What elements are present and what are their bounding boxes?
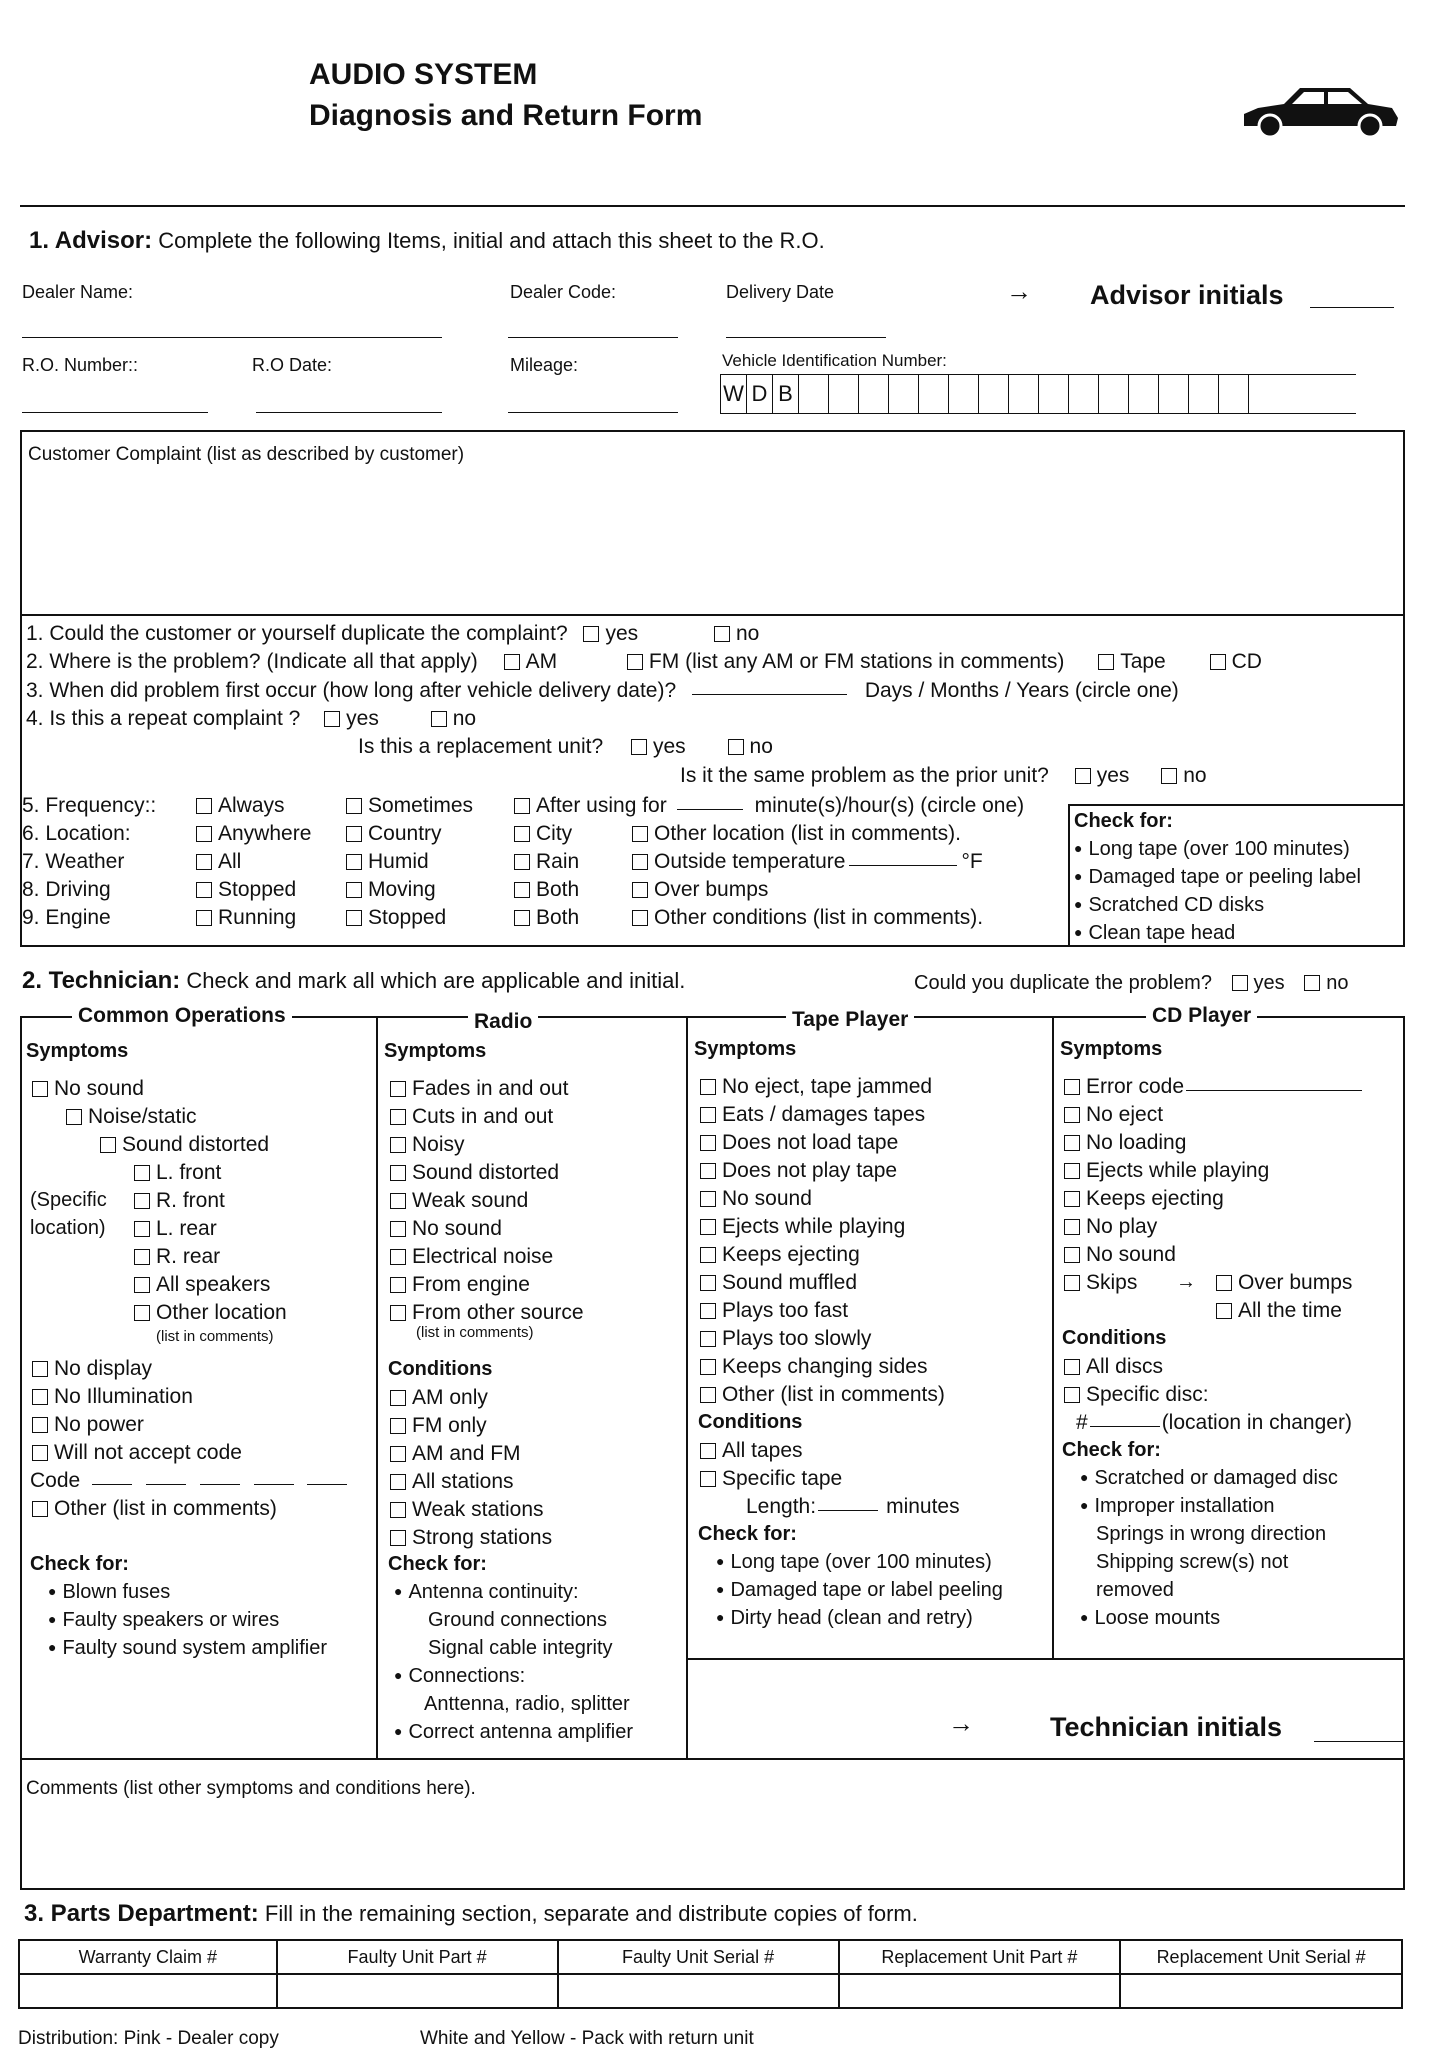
technician-initials-field[interactable] — [1314, 1741, 1404, 1742]
check-item: ● Antenna continuity: — [394, 1581, 579, 1604]
code-field[interactable] — [200, 1484, 240, 1485]
error-code-field[interactable] — [1186, 1090, 1362, 1091]
checkbox[interactable] — [32, 1389, 48, 1405]
check-subitem: removed — [1096, 1579, 1174, 1601]
cd-item: No loading — [1064, 1131, 1186, 1155]
check-item: ● Correct antenna amplifier — [394, 1721, 633, 1744]
tape-item: Does not play tape — [700, 1159, 897, 1183]
ro-number-label: R.O. Number:: — [22, 355, 139, 375]
checkbox[interactable] — [700, 1135, 716, 1151]
radio-condition: FM only — [390, 1414, 487, 1438]
vin-cell[interactable]: D — [747, 375, 773, 413]
driving-option: Stopped — [196, 878, 296, 902]
radio-conditions-title: Conditions — [388, 1358, 493, 1380]
checkbox[interactable] — [514, 826, 530, 842]
length-field[interactable] — [818, 1510, 878, 1511]
table-cell[interactable] — [277, 1974, 558, 2008]
checkbox[interactable] — [431, 711, 447, 727]
vin-cell[interactable] — [859, 375, 889, 413]
weather-option: All — [196, 850, 241, 874]
complaint-label: Customer Complaint (list as described by customer) — [28, 444, 465, 465]
freq-option: Always — [196, 794, 285, 818]
checkbox[interactable] — [1064, 1107, 1080, 1123]
vin-cell[interactable] — [979, 375, 1009, 413]
question-4: 4. Is this a repeat complaint ? yes no — [26, 707, 477, 730]
checkbox[interactable] — [728, 739, 744, 755]
parts-table — [18, 1939, 1403, 2009]
checkbox[interactable] — [1216, 1275, 1232, 1291]
checkbox[interactable] — [390, 1165, 406, 1181]
check-item: ● Scratched or damaged disc — [1080, 1467, 1338, 1490]
radio-condition: All stations — [390, 1470, 514, 1494]
distribution-note-2: White and Yellow - Pack with return unit — [420, 2028, 754, 2049]
col-divider — [1052, 1016, 1054, 1660]
check-item: ● Loose mounts — [1080, 1607, 1220, 1630]
vin-cell[interactable] — [1009, 375, 1039, 413]
vin-label: Vehicle Identification Number: — [722, 351, 947, 370]
checkbox[interactable] — [1064, 1275, 1080, 1291]
vin-cell[interactable] — [1039, 375, 1069, 413]
checkbox[interactable] — [700, 1107, 716, 1123]
comments-label: Comments (list other symptoms and conditions here). — [26, 1778, 476, 1799]
tech-duplicate-question: Could you duplicate the problem? yes no — [914, 972, 1349, 994]
advisor-initials-label: Advisor initials — [1090, 280, 1284, 310]
code-field[interactable] — [307, 1484, 347, 1485]
col-divider — [376, 1016, 378, 1760]
radio-condition: AM and FM — [390, 1442, 521, 1466]
vin-cell[interactable] — [1129, 375, 1159, 413]
vin-cell[interactable]: B — [773, 375, 799, 413]
code-field[interactable] — [146, 1484, 186, 1485]
checkbox[interactable] — [1064, 1387, 1080, 1403]
arrow-icon: → — [948, 1708, 974, 1738]
checkbox[interactable] — [32, 1501, 48, 1517]
technician-heading: 2. Technician: Check and mark all which are applicable and initial. — [22, 967, 686, 994]
delivery-date-field[interactable] — [726, 337, 886, 338]
code-field[interactable] — [92, 1484, 132, 1485]
vin-field[interactable] — [720, 374, 1356, 414]
check-item: ● Connections: — [394, 1665, 525, 1688]
engine-option: Running — [196, 906, 296, 930]
check-item: ● Improper installation — [1080, 1495, 1275, 1518]
checkbox[interactable] — [1098, 654, 1114, 670]
checkbox[interactable] — [346, 798, 362, 814]
radio-item: Electrical noise — [390, 1245, 553, 1269]
distribution-note: Distribution: Pink - Dealer copy — [18, 2028, 279, 2049]
table-cell[interactable] — [839, 1974, 1121, 2008]
tape-item: Eats / damages tapes — [700, 1103, 925, 1127]
table-cell[interactable] — [558, 1974, 839, 2008]
radio-item: Sound distorted — [390, 1161, 559, 1185]
checkbox[interactable] — [390, 1137, 406, 1153]
vin-cell[interactable] — [1219, 375, 1249, 413]
table-header: Faulty Unit Part # — [277, 1940, 558, 1974]
tape-condition: All tapes — [700, 1439, 803, 1463]
dealer-code-field[interactable] — [508, 337, 678, 338]
radio-item: From other source — [390, 1301, 584, 1325]
list-note: (list in comments) — [416, 1324, 534, 1341]
question-4b: Is it the same problem as the prior unit? yes no — [680, 764, 1207, 787]
advisor-heading: 1. Advisor: Complete the following Items, initial and attach this sheet to the R.O. — [29, 227, 825, 254]
checkbox[interactable] — [1064, 1079, 1080, 1095]
vin-cell[interactable] — [949, 375, 979, 413]
tape-item: Ejects while playing — [700, 1215, 905, 1239]
symptom-item: Will not accept code — [32, 1441, 242, 1465]
speaker-item: Other location — [134, 1301, 287, 1325]
dealer-name-field[interactable] — [22, 337, 442, 338]
check-item: ● Faulty sound system amplifier — [48, 1637, 327, 1660]
arrow-icon: → — [1176, 1271, 1196, 1293]
tape-item: Keeps ejecting — [700, 1243, 860, 1267]
checkbox[interactable] — [390, 1249, 406, 1265]
checkbox[interactable] — [700, 1079, 716, 1095]
checkbox[interactable] — [700, 1275, 716, 1291]
cd-condition: All discs — [1064, 1355, 1163, 1379]
question-4a: Is this a replacement unit? yes no — [358, 735, 773, 758]
tape-item: Other (list in comments) — [700, 1383, 945, 1407]
parts-heading: 3. Parts Department: Fill in the remaining section, separate and distribute copies of form. — [24, 1900, 918, 1927]
weather-option: Outside temperature °F — [632, 850, 983, 874]
tape-item: Keeps changing sides — [700, 1355, 927, 1379]
checkbox[interactable] — [700, 1303, 716, 1319]
tape-item: Plays too fast — [700, 1299, 848, 1323]
duration-field[interactable] — [677, 809, 743, 810]
checkbox[interactable] — [390, 1390, 406, 1406]
symptom-item: No display — [32, 1357, 152, 1381]
cd-item: Error code — [1064, 1075, 1362, 1099]
checkbox[interactable] — [390, 1474, 406, 1490]
car-icon — [1240, 80, 1402, 140]
checkbox[interactable] — [1304, 975, 1320, 991]
checkbox[interactable] — [1064, 1135, 1080, 1151]
common-check-for: Check for: — [30, 1553, 129, 1575]
weather-label: 7. Weather — [22, 850, 125, 873]
check-subitem: Signal cable integrity — [428, 1637, 613, 1659]
cd-check-for: Check for: — [1062, 1439, 1161, 1461]
temperature-field[interactable] — [849, 865, 957, 866]
tape-item: Does not load tape — [700, 1131, 898, 1155]
tape-condition: Specific tape — [700, 1467, 842, 1491]
checkbox[interactable] — [32, 1417, 48, 1433]
location-label: 6. Location: — [22, 822, 131, 845]
legend-tape: Tape Player — [786, 1008, 914, 1032]
checkbox[interactable] — [196, 854, 212, 870]
vin-cell[interactable]: W — [721, 375, 747, 413]
checkbox[interactable] — [632, 882, 648, 898]
checkbox[interactable] — [700, 1219, 716, 1235]
cd-skip-option: All the time — [1216, 1299, 1342, 1323]
vin-cell[interactable] — [829, 375, 859, 413]
cd-condition: Specific disc: — [1064, 1383, 1209, 1407]
checkbox[interactable] — [134, 1249, 150, 1265]
speaker-item: L. front — [134, 1161, 221, 1185]
checkbox[interactable] — [504, 654, 520, 670]
checkbox[interactable] — [390, 1277, 406, 1293]
table-header: Replacement Unit Serial # — [1120, 1940, 1402, 1974]
cd-bottom — [688, 1658, 1405, 1660]
mileage-label: Mileage: — [510, 355, 579, 375]
checkbox[interactable] — [514, 882, 530, 898]
cd-item: No eject — [1064, 1103, 1163, 1127]
check-subitem: Anttenna, radio, splitter — [424, 1693, 630, 1715]
checkbox[interactable] — [134, 1193, 150, 1209]
check-item: ● Damaged tape or peeling label — [1074, 866, 1361, 889]
checkbox[interactable] — [390, 1418, 406, 1434]
check-subitem: Springs in wrong direction — [1096, 1523, 1327, 1545]
checkbox[interactable] — [714, 626, 730, 642]
radio-condition: Weak stations — [390, 1498, 544, 1522]
mileage-field[interactable] — [508, 412, 678, 413]
check-subitem: Shipping screw(s) not — [1096, 1551, 1289, 1573]
radio-item: From engine — [390, 1273, 530, 1297]
checkbox[interactable] — [700, 1331, 716, 1347]
checkbox[interactable] — [66, 1109, 82, 1125]
arrow-icon: → — [1006, 276, 1032, 306]
radio-item: Cuts in and out — [390, 1105, 553, 1129]
symptom-item: Noise/static — [66, 1105, 197, 1129]
checkbox[interactable] — [514, 854, 530, 870]
radio-item: Fades in and out — [390, 1077, 568, 1101]
check-subitem: Ground connections — [428, 1609, 608, 1631]
checkbox[interactable] — [390, 1109, 406, 1125]
checkbox[interactable] — [134, 1277, 150, 1293]
table-header: Replacement Unit Part # — [839, 1940, 1121, 1974]
freq-option: Sometimes — [346, 794, 473, 818]
weather-option: Rain — [514, 850, 579, 874]
check-item: ● Faulty speakers or wires — [48, 1609, 279, 1632]
engine-option: Both — [514, 906, 579, 930]
tape-item: Plays too slowly — [700, 1327, 871, 1351]
checkbox[interactable] — [32, 1361, 48, 1377]
checkbox[interactable] — [700, 1471, 716, 1487]
freq-label: 5. Frequency:: — [22, 794, 157, 817]
technician-initials-label: Technician initials — [1050, 1712, 1283, 1742]
vin-cell[interactable] — [1159, 375, 1189, 413]
location-option: City — [514, 822, 572, 846]
checkbox[interactable] — [1232, 975, 1248, 991]
cd-item: Skips — [1064, 1271, 1137, 1295]
table-row — [19, 1940, 1402, 1974]
tape-item: No eject, tape jammed — [700, 1075, 932, 1099]
check-item: ● Long tape (over 100 minutes) — [716, 1551, 992, 1574]
checkbox[interactable] — [631, 739, 647, 755]
symptom-item: No sound — [32, 1077, 144, 1101]
table-header: Faulty Unit Serial # — [558, 1940, 839, 1974]
ro-date-label: R.O Date: — [252, 355, 333, 375]
checkbox[interactable] — [700, 1191, 716, 1207]
vin-cell[interactable] — [889, 375, 919, 413]
checkbox[interactable] — [1064, 1247, 1080, 1263]
cd-item: Ejects while playing — [1064, 1159, 1269, 1183]
checkbox[interactable] — [632, 910, 648, 926]
weather-option: Humid — [346, 850, 429, 874]
checkbox[interactable] — [390, 1446, 406, 1462]
checkbox[interactable] — [514, 798, 530, 814]
checkbox[interactable] — [1161, 768, 1177, 784]
question-1: 1. Could the customer or yourself duplicate the complaint? yes no — [26, 622, 760, 645]
checkbox[interactable] — [583, 626, 599, 642]
radio-check-for: Check for: — [388, 1553, 487, 1575]
checkbox[interactable] — [134, 1305, 150, 1321]
checkbox[interactable] — [700, 1443, 716, 1459]
delivery-date-label: Delivery Date — [726, 282, 835, 302]
checkbox[interactable] — [346, 826, 362, 842]
checkbox[interactable] — [196, 826, 212, 842]
table-header: Warranty Claim # — [19, 1940, 277, 1974]
duration-field[interactable] — [692, 694, 847, 695]
checkbox[interactable] — [346, 882, 362, 898]
cd-item: Keeps ejecting — [1064, 1187, 1224, 1211]
code-row: Code — [30, 1469, 347, 1493]
speaker-item: L. rear — [134, 1217, 217, 1241]
symptom-item: Other (list in comments) — [32, 1497, 277, 1521]
cd-conditions-title: Conditions — [1062, 1327, 1167, 1349]
checkbox[interactable] — [1064, 1191, 1080, 1207]
vin-cell[interactable] — [1069, 375, 1099, 413]
speaker-item: R. rear — [134, 1245, 220, 1269]
tape-item: No sound — [700, 1187, 812, 1211]
table-row — [19, 1974, 1402, 2008]
complaint-divider — [20, 614, 1405, 616]
checkbox[interactable] — [514, 910, 530, 926]
checkbox[interactable] — [346, 910, 362, 926]
advisor-initials-field[interactable] — [1310, 307, 1394, 308]
checkbox[interactable] — [134, 1165, 150, 1181]
checkbox[interactable] — [1216, 1303, 1232, 1319]
driving-option: Both — [514, 878, 579, 902]
freq-option: After using for minute(s)/hour(s) (circle one) — [514, 794, 1024, 818]
checkbox[interactable] — [1075, 768, 1091, 784]
ro-date-field[interactable] — [256, 412, 442, 413]
checkbox[interactable] — [632, 826, 648, 842]
checkbox[interactable] — [100, 1137, 116, 1153]
radio-condition: AM only — [390, 1386, 488, 1410]
check-item: ● Damaged tape or label peeling — [716, 1579, 1003, 1602]
tape-conditions-title: Conditions — [698, 1411, 803, 1433]
tape-check-for: Check for: — [698, 1523, 797, 1545]
dealer-name-label: Dealer Name: — [22, 282, 134, 302]
code-field[interactable] — [254, 1484, 294, 1485]
radio-item: Weak sound — [390, 1189, 528, 1213]
dealer-code-label: Dealer Code: — [510, 282, 617, 302]
checkbox[interactable] — [196, 882, 212, 898]
common-symptoms-title: Symptoms — [26, 1040, 129, 1062]
location-option: Other location (list in comments). — [632, 822, 961, 846]
speaker-item: All speakers — [134, 1273, 270, 1297]
vin-cell[interactable] — [799, 375, 829, 413]
cd-symptoms-title: Symptoms — [1060, 1038, 1163, 1060]
checkbox[interactable] — [627, 654, 643, 670]
vin-cell[interactable] — [1099, 375, 1129, 413]
location-option: Country — [346, 822, 442, 846]
checkbox[interactable] — [1064, 1359, 1080, 1375]
engine-option: Stopped — [346, 906, 446, 930]
checkbox[interactable] — [632, 854, 648, 870]
legend-radio: Radio — [468, 1010, 538, 1034]
form-title: AUDIO SYSTEM — [309, 58, 538, 91]
question-3: 3. When did problem first occur (how long after vehicle delivery date)? Days / Months / Years (circle one) — [26, 679, 1179, 702]
header-rule — [20, 205, 1405, 207]
checkbox[interactable] — [32, 1081, 48, 1097]
checkbox[interactable] — [1210, 654, 1226, 670]
checkbox[interactable] — [700, 1359, 716, 1375]
table-cell[interactable] — [19, 1974, 277, 2008]
checkbox[interactable] — [134, 1221, 150, 1237]
checkbox[interactable] — [390, 1530, 406, 1546]
cd-item: No sound — [1064, 1243, 1176, 1267]
cd-disc-row: # (location in changer) — [1076, 1411, 1352, 1434]
driving-option: Over bumps — [632, 878, 768, 902]
checkbox[interactable] — [324, 711, 340, 727]
engine-label: 9. Engine — [22, 906, 111, 929]
radio-symptoms-title: Symptoms — [384, 1040, 487, 1062]
radio-item: No sound — [390, 1217, 502, 1241]
location-label-tech: location) — [30, 1217, 106, 1239]
check-item: ● Clean tape head — [1074, 922, 1235, 945]
checkbox[interactable] — [196, 910, 212, 926]
list-note: (list in comments) — [156, 1328, 274, 1345]
checkbox[interactable] — [390, 1081, 406, 1097]
tape-symptoms-title: Symptoms — [694, 1038, 797, 1060]
check-item: ● Long tape (over 100 minutes) — [1074, 838, 1350, 861]
checkbox[interactable] — [390, 1221, 406, 1237]
legend-common: Common Operations — [72, 1004, 292, 1028]
checkbox[interactable] — [32, 1445, 48, 1461]
check-item: ● Blown fuses — [48, 1581, 170, 1604]
tape-length-row: Length: minutes — [746, 1495, 960, 1518]
checkbox[interactable] — [196, 798, 212, 814]
vin-cell[interactable] — [1189, 375, 1219, 413]
checkbox[interactable] — [390, 1193, 406, 1209]
ro-number-field[interactable] — [22, 412, 208, 413]
symptom-item: No power — [32, 1413, 144, 1437]
disc-number-field[interactable] — [1090, 1426, 1160, 1427]
checkbox[interactable] — [346, 854, 362, 870]
checkbox[interactable] — [700, 1387, 716, 1403]
checkbox[interactable] — [700, 1163, 716, 1179]
tape-item: Sound muffled — [700, 1271, 857, 1295]
checkbox[interactable] — [1064, 1219, 1080, 1235]
driving-label: 8. Driving — [22, 878, 111, 901]
col-divider — [686, 1016, 688, 1760]
check-for-title: Check for: — [1074, 810, 1173, 832]
checkbox[interactable] — [700, 1247, 716, 1263]
checkbox[interactable] — [390, 1502, 406, 1518]
symptom-item: No Illumination — [32, 1385, 193, 1409]
check-item: ● Dirty head (clean and retry) — [716, 1607, 973, 1630]
cd-skip-option: Over bumps — [1216, 1271, 1352, 1295]
cd-item: No play — [1064, 1215, 1157, 1239]
symptom-item: Sound distorted — [100, 1133, 269, 1157]
form-subtitle: Diagnosis and Return Form — [309, 99, 703, 132]
speaker-item: R. front — [134, 1189, 225, 1213]
checkbox[interactable] — [390, 1305, 406, 1321]
location-option: Anywhere — [196, 822, 311, 846]
specific-label: (Specific — [30, 1189, 107, 1211]
question-2: 2. Where is the problem? (Indicate all that apply) AM FM (list any AM or FM stations in comments) Tape CD — [26, 650, 1262, 673]
table-cell[interactable] — [1120, 1974, 1402, 2008]
engine-option: Other conditions (list in comments). — [632, 906, 983, 930]
vin-cell[interactable] — [919, 375, 949, 413]
driving-option: Moving — [346, 878, 436, 902]
legend-cd: CD Player — [1146, 1004, 1257, 1028]
radio-condition: Strong stations — [390, 1526, 552, 1550]
radio-item: Noisy — [390, 1133, 465, 1157]
checkbox[interactable] — [1064, 1163, 1080, 1179]
check-item: ● Scratched CD disks — [1074, 894, 1264, 917]
